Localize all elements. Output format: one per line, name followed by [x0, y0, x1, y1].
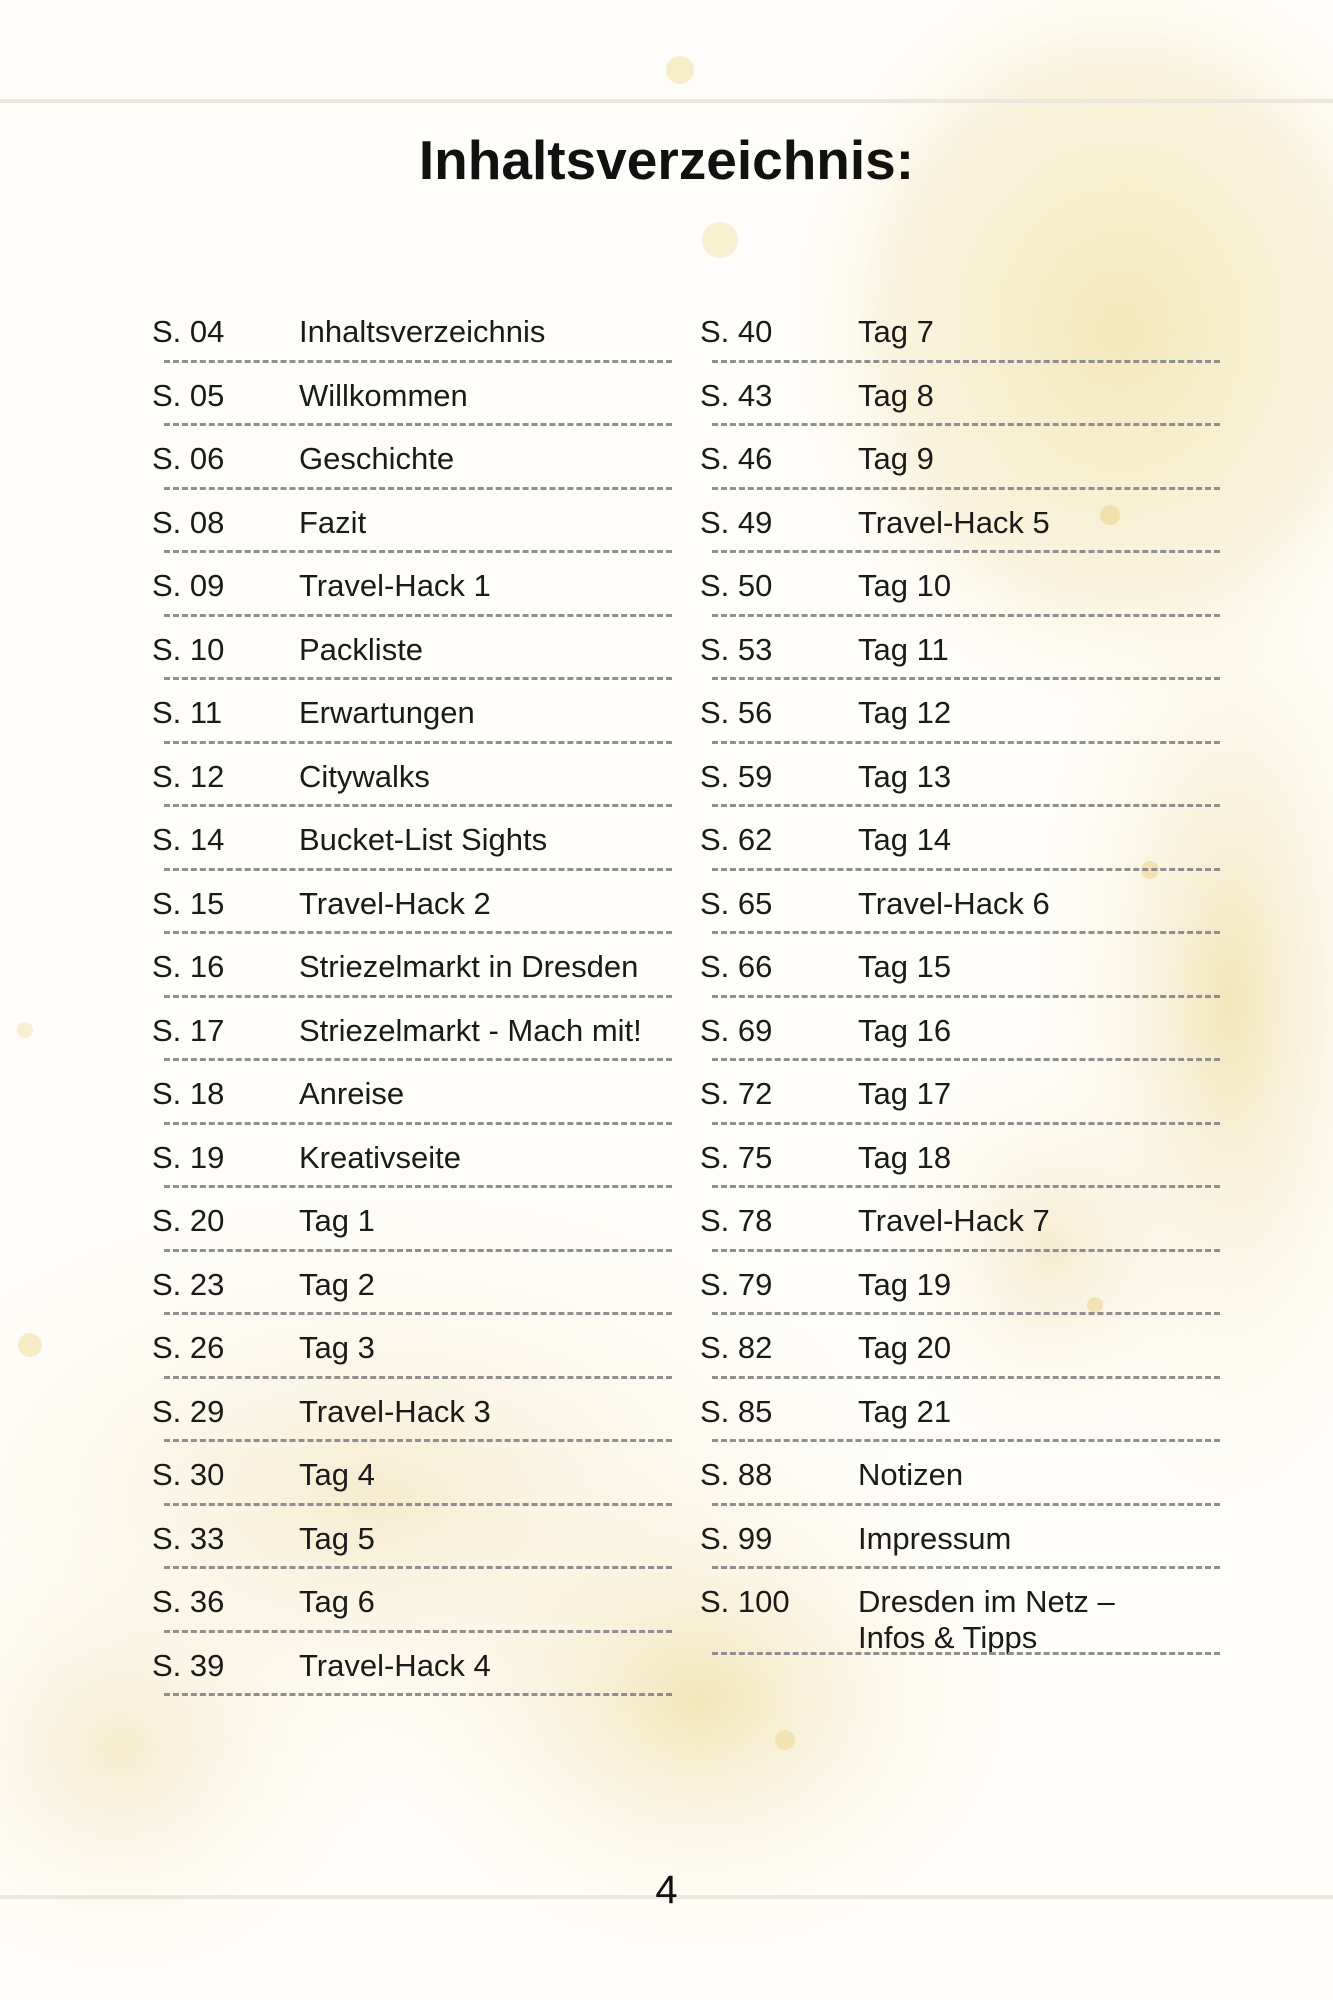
toc-entry-label-line: Tag 5	[299, 1520, 375, 1556]
toc-entry-label-line: Anreise	[299, 1076, 405, 1111]
toc-entry-label-line: Tag 4	[299, 1457, 375, 1492]
toc-page-ref: S. 39	[152, 1647, 225, 1683]
toc-entry-label	[299, 822, 547, 858]
toc-entry-label-line: Notizen	[858, 1457, 964, 1492]
dotted-leader-line	[712, 1652, 1220, 1655]
toc-entry	[152, 810, 672, 874]
dotted-leader-line	[712, 804, 1220, 807]
toc-entry-label-line: Travel-Hack 5	[858, 504, 1050, 540]
toc-page-ref: S. 59	[700, 758, 773, 794]
toc-entry-label	[299, 1457, 375, 1493]
toc-entry-label-line: Tag 18	[858, 1139, 952, 1175]
toc-entry-label	[858, 1394, 951, 1430]
toc-page-ref: S. 56	[700, 695, 773, 730]
toc-entry	[152, 493, 672, 557]
toc-entry	[700, 1445, 1220, 1509]
toc-right-column	[700, 302, 1220, 1658]
toc-page-ref: S. 26	[152, 1330, 225, 1365]
top-divider	[0, 99, 1333, 103]
dotted-leader-line	[164, 804, 672, 807]
toc-entry-label-line: Tag 19	[858, 1266, 952, 1302]
toc-entry	[700, 1382, 1220, 1446]
toc-entry-label-line: Geschichte	[299, 441, 455, 476]
toc-page-ref: S. 66	[700, 949, 773, 984]
toc-entry-label	[858, 949, 951, 985]
toc-entry-label	[299, 1521, 375, 1557]
toc-entry-label	[299, 441, 454, 477]
toc-page-ref: S. 82	[700, 1330, 773, 1365]
toc-entry	[152, 937, 672, 1001]
dotted-leader-line	[164, 931, 672, 934]
toc-entry-label-line: Willkommen	[299, 377, 468, 413]
toc-page-ref: S. 12	[152, 758, 225, 794]
dotted-leader-line	[712, 931, 1220, 934]
dotted-leader-line	[164, 677, 672, 680]
toc-entry-label	[858, 695, 951, 731]
dotted-leader-line	[164, 1630, 672, 1633]
dotted-leader-line	[712, 677, 1220, 680]
toc-page-ref: S. 75	[700, 1139, 773, 1175]
toc-entry-label	[858, 759, 951, 795]
toc-entry	[152, 366, 672, 430]
toc-entry-label-line: Travel-Hack 6	[858, 885, 1050, 921]
toc-page-ref: S. 19	[152, 1139, 225, 1175]
toc-entry-label	[299, 949, 638, 985]
toc-entry-label-line: Inhaltsverzeichnis	[299, 314, 546, 349]
toc-entry-label-line: Travel-Hack 4	[299, 1647, 491, 1683]
toc-entry	[700, 1191, 1220, 1255]
toc-entry-label-line: Tag 7	[858, 314, 934, 349]
toc-entry-label-line: Tag 17	[858, 1076, 952, 1111]
toc-entry	[152, 1001, 672, 1065]
dotted-leader-line	[712, 868, 1220, 871]
toc-entry-label	[299, 1267, 375, 1303]
toc-entry	[152, 1064, 672, 1128]
toc-entry	[700, 556, 1220, 620]
toc-left-column	[152, 302, 672, 1699]
toc-page-ref: S. 17	[152, 1012, 225, 1048]
toc-page-ref: S. 15	[152, 885, 225, 921]
toc-entry	[700, 1064, 1220, 1128]
toc-entry-label	[299, 1076, 404, 1112]
dotted-leader-line	[164, 1185, 672, 1188]
toc-page-ref: S. 99	[700, 1520, 773, 1556]
toc-entry-label-line: Tag 3	[299, 1330, 375, 1365]
toc-entry	[700, 366, 1220, 430]
toc-entry	[700, 493, 1220, 557]
toc-entry-label	[858, 1013, 951, 1049]
dotted-leader-line	[164, 487, 672, 490]
toc-page-ref: S. 69	[700, 1012, 773, 1048]
toc-entry-label	[858, 1521, 1011, 1557]
toc-entry-label-line: Tag 6	[299, 1584, 375, 1619]
toc-entry-label-line: Tag 14	[858, 822, 952, 857]
dotted-leader-line	[164, 1122, 672, 1125]
toc-entry	[152, 1255, 672, 1319]
toc-page-ref: S. 30	[152, 1457, 225, 1492]
page-title: Inhaltsverzeichnis:	[418, 129, 915, 191]
toc-entry-label-line: Tag 10	[858, 568, 952, 603]
toc-entry-label	[858, 886, 1050, 922]
toc-entry-label	[858, 378, 934, 414]
toc-page-ref: S. 23	[152, 1266, 225, 1302]
toc-entry-label	[299, 1648, 491, 1684]
toc-entry	[152, 1318, 672, 1382]
dotted-leader-line	[164, 1503, 672, 1506]
toc-entry-label-line: Travel-Hack 3	[299, 1393, 491, 1429]
dotted-leader-line	[712, 550, 1220, 553]
toc-entry	[152, 556, 672, 620]
toc-entry	[152, 429, 672, 493]
toc-entry-label-line: Kreativseite	[299, 1139, 461, 1175]
toc-page-ref: S. 29	[152, 1393, 225, 1429]
toc-entry-label	[299, 568, 491, 604]
toc-entry-label	[299, 1203, 375, 1239]
toc-entry-label-line: Tag 21	[858, 1393, 952, 1429]
toc-entry-label	[299, 1394, 491, 1430]
toc-entry	[700, 810, 1220, 874]
page-number: 4	[655, 1868, 678, 1912]
toc-page-ref: S. 49	[700, 504, 773, 540]
toc-page-ref: S. 88	[700, 1457, 773, 1492]
toc-entry-label	[299, 759, 430, 795]
toc-entry-label	[858, 1457, 963, 1493]
toc-page-ref: S. 78	[700, 1203, 773, 1238]
toc-entry-label	[299, 378, 468, 414]
toc-page-ref: S. 04	[152, 314, 225, 349]
dotted-leader-line	[712, 487, 1220, 490]
toc-entry	[700, 1572, 1220, 1658]
toc-entry-label-line: Citywalks	[299, 758, 430, 794]
toc-entry	[152, 1509, 672, 1573]
toc-entry-label-line: Travel-Hack 2	[299, 885, 491, 921]
toc-entry-label	[858, 314, 934, 350]
toc-entry-label	[858, 441, 934, 477]
dotted-leader-line	[164, 550, 672, 553]
toc-page-ref: S. 72	[700, 1076, 773, 1111]
toc-entry	[152, 683, 672, 747]
toc-entry-label	[299, 1584, 375, 1620]
toc-entry-label-line: Tag 11	[858, 631, 949, 667]
toc-entry-label-line: Travel-Hack 7	[858, 1203, 1050, 1238]
toc-entry	[152, 1128, 672, 1192]
toc-entry-label-line: Tag 15	[858, 949, 952, 984]
toc-page-ref: S. 79	[700, 1266, 773, 1302]
toc-entry	[700, 1318, 1220, 1382]
dotted-leader-line	[712, 995, 1220, 998]
toc-entry	[152, 747, 672, 811]
toc-entry-label-line: Tag 16	[858, 1012, 952, 1048]
toc-entry	[152, 1572, 672, 1636]
toc-entry-label	[299, 314, 545, 350]
dotted-leader-line	[164, 1693, 672, 1696]
dotted-leader-line	[712, 1566, 1220, 1569]
toc-entry	[700, 874, 1220, 938]
toc-page-ref: S. 18	[152, 1076, 225, 1111]
toc-page-ref: S. 62	[700, 822, 773, 857]
toc-entry-label-line: Tag 12	[858, 695, 952, 730]
dotted-leader-line	[164, 1312, 672, 1315]
toc-entry-label-line: Tag 8	[858, 377, 934, 413]
dotted-leader-line	[712, 614, 1220, 617]
toc-entry-label	[299, 1330, 375, 1366]
toc-entry-label-line: Packliste	[299, 631, 424, 667]
toc-page-ref: S. 05	[152, 377, 225, 413]
dotted-leader-line	[712, 1376, 1220, 1379]
toc-entry	[700, 937, 1220, 1001]
toc-entry	[700, 1001, 1220, 1065]
toc-page-ref: S. 08	[152, 504, 225, 540]
toc-page-ref: S. 40	[700, 314, 773, 349]
toc-page-ref: S. 100	[700, 1584, 790, 1619]
dotted-leader-line	[712, 1312, 1220, 1315]
toc-entry-label-line: Infos & Tipps	[858, 1620, 1038, 1655]
dotted-leader-line	[712, 423, 1220, 426]
toc-entry	[700, 429, 1220, 493]
toc-entry-label-line: Tag 13	[858, 758, 952, 794]
toc-entry-label-line: Erwartungen	[299, 695, 475, 730]
toc-page-ref: S. 09	[152, 568, 225, 603]
toc-entry-label	[299, 1140, 461, 1176]
toc-entry-label-line: Dresden im Netz –	[858, 1584, 1115, 1619]
toc-entry	[152, 1445, 672, 1509]
toc-entry-label	[858, 822, 951, 858]
toc-entry	[700, 683, 1220, 747]
toc-entry-label-line: Tag 1	[299, 1203, 375, 1238]
dotted-leader-line	[712, 1503, 1220, 1506]
toc-entry-label-line: Impressum	[858, 1520, 1012, 1556]
dotted-leader-line	[712, 1439, 1220, 1442]
toc-entry-label	[858, 1267, 951, 1303]
dotted-leader-line	[164, 1249, 672, 1252]
toc-entry-label	[858, 1330, 951, 1366]
toc-entry-label	[858, 1076, 951, 1112]
dotted-leader-line	[164, 1566, 672, 1569]
toc-page-ref: S. 65	[700, 885, 773, 921]
toc-page-ref: S. 53	[700, 631, 773, 667]
toc-page-ref: S. 43	[700, 377, 773, 413]
dotted-leader-line	[164, 1376, 672, 1379]
toc-entry	[152, 620, 672, 684]
toc-page-ref: S. 11	[152, 695, 223, 730]
dotted-leader-line	[164, 1058, 672, 1061]
toc-entry	[152, 302, 672, 366]
toc-entry-label	[299, 1013, 642, 1049]
dotted-leader-line	[712, 1058, 1220, 1061]
toc-entry-label-line: Fazit	[299, 504, 367, 540]
toc-page-ref: S. 85	[700, 1393, 773, 1429]
toc-entry-label	[858, 568, 951, 604]
toc-entry-label	[858, 1203, 1050, 1239]
dotted-leader-line	[164, 360, 672, 363]
toc-page-ref: S. 06	[152, 441, 225, 476]
toc-entry	[700, 302, 1220, 366]
toc-entry	[700, 1509, 1220, 1573]
toc-entry-label-line: Tag 20	[858, 1330, 952, 1365]
toc-entry-label-line: Striezelmarkt in Dresden	[299, 949, 639, 984]
toc-entry-label-line: Bucket-List Sights	[299, 822, 548, 857]
dotted-leader-line	[712, 1122, 1220, 1125]
toc-page-ref: S. 36	[152, 1584, 225, 1619]
toc-entry-label-line: Tag 9	[858, 441, 934, 476]
dotted-leader-line	[164, 614, 672, 617]
toc-page-ref: S. 14	[152, 822, 225, 857]
toc-entry	[700, 1255, 1220, 1319]
toc-entry	[700, 1128, 1220, 1192]
toc-entry-label	[858, 1140, 951, 1176]
dotted-leader-line	[164, 995, 672, 998]
toc-page-ref: S. 10	[152, 631, 225, 667]
toc-entry-label-line: Tag 2	[299, 1266, 375, 1302]
toc-entry-label	[299, 632, 423, 668]
toc-page-ref: S. 50	[700, 568, 773, 603]
toc-entry	[152, 874, 672, 938]
toc-entry-label-line: Travel-Hack 1	[299, 568, 491, 603]
toc-page-ref: S. 20	[152, 1203, 225, 1238]
toc-entry-label	[858, 1584, 1115, 1656]
toc-entry-label-line: Striezelmarkt - Mach mit!	[299, 1012, 642, 1048]
toc-page-ref: S. 46	[700, 441, 773, 476]
toc-entry	[152, 1636, 672, 1700]
toc-entry	[152, 1382, 672, 1446]
toc-entry-label	[299, 505, 366, 541]
toc-entry-label	[858, 632, 949, 668]
toc-entry-label	[858, 505, 1050, 541]
toc-entry-label	[299, 886, 491, 922]
toc-page-ref: S. 16	[152, 949, 225, 984]
dotted-leader-line	[164, 741, 672, 744]
dotted-leader-line	[164, 1439, 672, 1442]
dotted-leader-line	[712, 741, 1220, 744]
toc-entry	[700, 747, 1220, 811]
toc-entry	[152, 1191, 672, 1255]
dotted-leader-line	[164, 868, 672, 871]
toc-entry-label	[299, 695, 475, 731]
toc-entry	[700, 620, 1220, 684]
dotted-leader-line	[712, 1249, 1220, 1252]
dotted-leader-line	[164, 423, 672, 426]
dotted-leader-line	[712, 1185, 1220, 1188]
toc-page-ref: S. 33	[152, 1520, 225, 1556]
dotted-leader-line	[712, 360, 1220, 363]
